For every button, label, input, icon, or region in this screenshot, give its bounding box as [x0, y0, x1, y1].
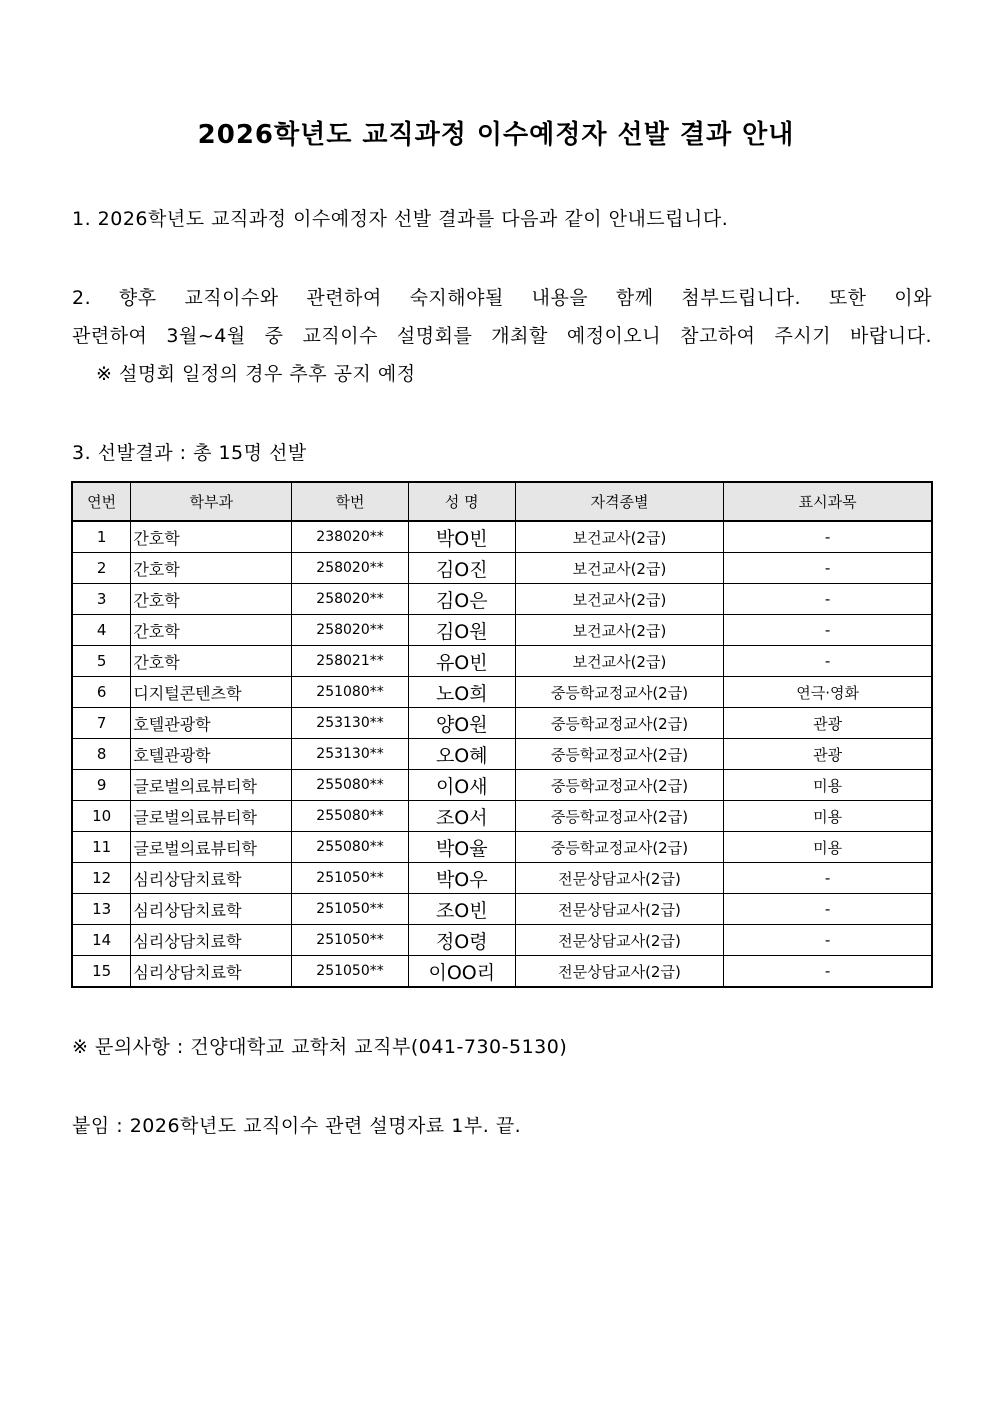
header-name: 성 명	[408, 482, 515, 521]
cell-no: 7	[72, 708, 131, 739]
cell-student-id: 253130**	[292, 739, 409, 770]
cell-no: 3	[72, 584, 131, 615]
cell-qualification: 전문상담교사(2급)	[515, 956, 724, 988]
cell-department: 간호학	[131, 584, 292, 615]
table-row	[72, 739, 932, 770]
table-header-row	[72, 482, 932, 521]
table-row	[72, 584, 932, 615]
header-student-id: 학번	[292, 482, 409, 521]
cell-student-id: 251050**	[292, 925, 409, 956]
cell-qualification: 보건교사(2급)	[515, 615, 724, 646]
cell-name: 조O빈	[408, 894, 515, 925]
paragraph-1: 1. 2026학년도 교직과정 이수예정자 선발 결과를 다음과 같이 안내드립니다.	[72, 208, 729, 230]
cell-student-id: 255080**	[292, 832, 409, 863]
cell-no: 9	[72, 770, 131, 801]
cell-subject: 연극·영화	[724, 677, 932, 708]
cell-subject: -	[724, 956, 932, 988]
cell-qualification: 전문상담교사(2급)	[515, 863, 724, 894]
cell-qualification: 보건교사(2급)	[515, 553, 724, 584]
cell-department: 심리상담치료학	[131, 894, 292, 925]
table-row	[72, 894, 932, 925]
cell-department: 글로벌의료뷰티학	[131, 832, 292, 863]
cell-name: 김O은	[408, 584, 515, 615]
attachment-note: 붙임 : 2026학년도 교직이수 관련 설명자료 1부. 끝.	[72, 1115, 522, 1137]
paragraph-3: 3. 선발결과 : 총 15명 선발	[72, 442, 307, 464]
cell-department: 글로벌의료뷰티학	[131, 770, 292, 801]
cell-subject: -	[724, 863, 932, 894]
cell-student-id: 238020**	[292, 521, 409, 553]
cell-name: 이OO리	[408, 956, 515, 988]
cell-no: 11	[72, 832, 131, 863]
table-row	[72, 521, 932, 553]
cell-no: 15	[72, 956, 131, 988]
cell-student-id: 258020**	[292, 584, 409, 615]
paragraph-2	[72, 279, 932, 393]
table-row	[72, 553, 932, 584]
cell-qualification: 보건교사(2급)	[515, 521, 724, 553]
cell-student-id: 253130**	[292, 708, 409, 739]
table-row	[72, 770, 932, 801]
cell-no: 10	[72, 801, 131, 832]
cell-name: 박O우	[408, 863, 515, 894]
cell-name: 박O빈	[408, 521, 515, 553]
cell-name: 정O령	[408, 925, 515, 956]
cell-subject: -	[724, 521, 932, 553]
cell-student-id: 251080**	[292, 677, 409, 708]
cell-qualification: 보건교사(2급)	[515, 584, 724, 615]
cell-qualification: 전문상담교사(2급)	[515, 925, 724, 956]
cell-department: 심리상담치료학	[131, 956, 292, 988]
document-title: 2026학년도 교직과정 이수예정자 선발 결과 안내	[197, 120, 795, 150]
cell-student-id: 251050**	[292, 956, 409, 988]
cell-department: 글로벌의료뷰티학	[131, 801, 292, 832]
cell-qualification: 전문상담교사(2급)	[515, 894, 724, 925]
cell-name: 오O혜	[408, 739, 515, 770]
cell-no: 13	[72, 894, 131, 925]
cell-name: 유O빈	[408, 646, 515, 677]
cell-qualification: 중등학교정교사(2급)	[515, 832, 724, 863]
cell-department: 디지털콘텐츠학	[131, 677, 292, 708]
cell-qualification: 중등학교정교사(2급)	[515, 770, 724, 801]
cell-no: 5	[72, 646, 131, 677]
cell-student-id: 255080**	[292, 770, 409, 801]
table-row	[72, 956, 932, 988]
cell-subject: -	[724, 646, 932, 677]
cell-subject: -	[724, 615, 932, 646]
cell-no: 4	[72, 615, 131, 646]
briefing-note: ※ 설명회 일정의 경우 추후 공지 예정	[96, 363, 416, 385]
cell-name: 양O원	[408, 708, 515, 739]
table-row	[72, 801, 932, 832]
cell-department: 심리상담치료학	[131, 863, 292, 894]
cell-name: 이O새	[408, 770, 515, 801]
header-subject: 표시과목	[724, 482, 932, 521]
paragraph-2-line-2: 관련하여 3월~4월 중 교직이수 설명회를 개최할 예정이오니 참고하여 주시기 바랍니다.	[72, 325, 932, 347]
cell-department: 심리상담치료학	[131, 925, 292, 956]
table-row	[72, 615, 932, 646]
table-row	[72, 646, 932, 677]
header-department: 학부과	[131, 482, 292, 521]
cell-subject: -	[724, 553, 932, 584]
selection-results-table	[71, 481, 933, 988]
cell-qualification: 보건교사(2급)	[515, 646, 724, 677]
cell-department: 간호학	[131, 553, 292, 584]
cell-qualification: 중등학교정교사(2급)	[515, 801, 724, 832]
cell-student-id: 251050**	[292, 894, 409, 925]
cell-student-id: 255080**	[292, 801, 409, 832]
paragraph-2-line-1: 2. 향후 교직이수와 관련하여 숙지해야될 내용을 함께 첨부드립니다. 또한 이와	[72, 287, 932, 309]
cell-department: 간호학	[131, 521, 292, 553]
table-row	[72, 677, 932, 708]
cell-department: 간호학	[131, 615, 292, 646]
cell-subject: 미용	[724, 801, 932, 832]
cell-department: 호텔관광학	[131, 739, 292, 770]
header-no: 연번	[72, 482, 131, 521]
table-row	[72, 863, 932, 894]
cell-name: 박O율	[408, 832, 515, 863]
cell-qualification: 중등학교정교사(2급)	[515, 739, 724, 770]
cell-name: 노O희	[408, 677, 515, 708]
cell-name: 조O서	[408, 801, 515, 832]
contact-info: ※ 문의사항 : 건양대학교 교학처 교직부(041-730-5130)	[72, 1036, 568, 1058]
cell-subject: 관광	[724, 708, 932, 739]
cell-qualification: 중등학교정교사(2급)	[515, 677, 724, 708]
cell-student-id: 258020**	[292, 553, 409, 584]
header-qualification: 자격종별	[515, 482, 724, 521]
cell-qualification: 중등학교정교사(2급)	[515, 708, 724, 739]
cell-no: 14	[72, 925, 131, 956]
cell-student-id: 258021**	[292, 646, 409, 677]
cell-subject: 미용	[724, 832, 932, 863]
cell-no: 8	[72, 739, 131, 770]
cell-no: 12	[72, 863, 131, 894]
cell-no: 1	[72, 521, 131, 553]
cell-subject: 미용	[724, 770, 932, 801]
table-row	[72, 832, 932, 863]
cell-subject: -	[724, 894, 932, 925]
cell-student-id: 251050**	[292, 863, 409, 894]
cell-name: 김O진	[408, 553, 515, 584]
cell-no: 6	[72, 677, 131, 708]
table-row	[72, 925, 932, 956]
cell-subject: 관광	[724, 739, 932, 770]
table-row	[72, 708, 932, 739]
cell-department: 호텔관광학	[131, 708, 292, 739]
cell-no: 2	[72, 553, 131, 584]
cell-name: 김O원	[408, 615, 515, 646]
cell-subject: -	[724, 584, 932, 615]
cell-subject: -	[724, 925, 932, 956]
cell-student-id: 258020**	[292, 615, 409, 646]
cell-department: 간호학	[131, 646, 292, 677]
